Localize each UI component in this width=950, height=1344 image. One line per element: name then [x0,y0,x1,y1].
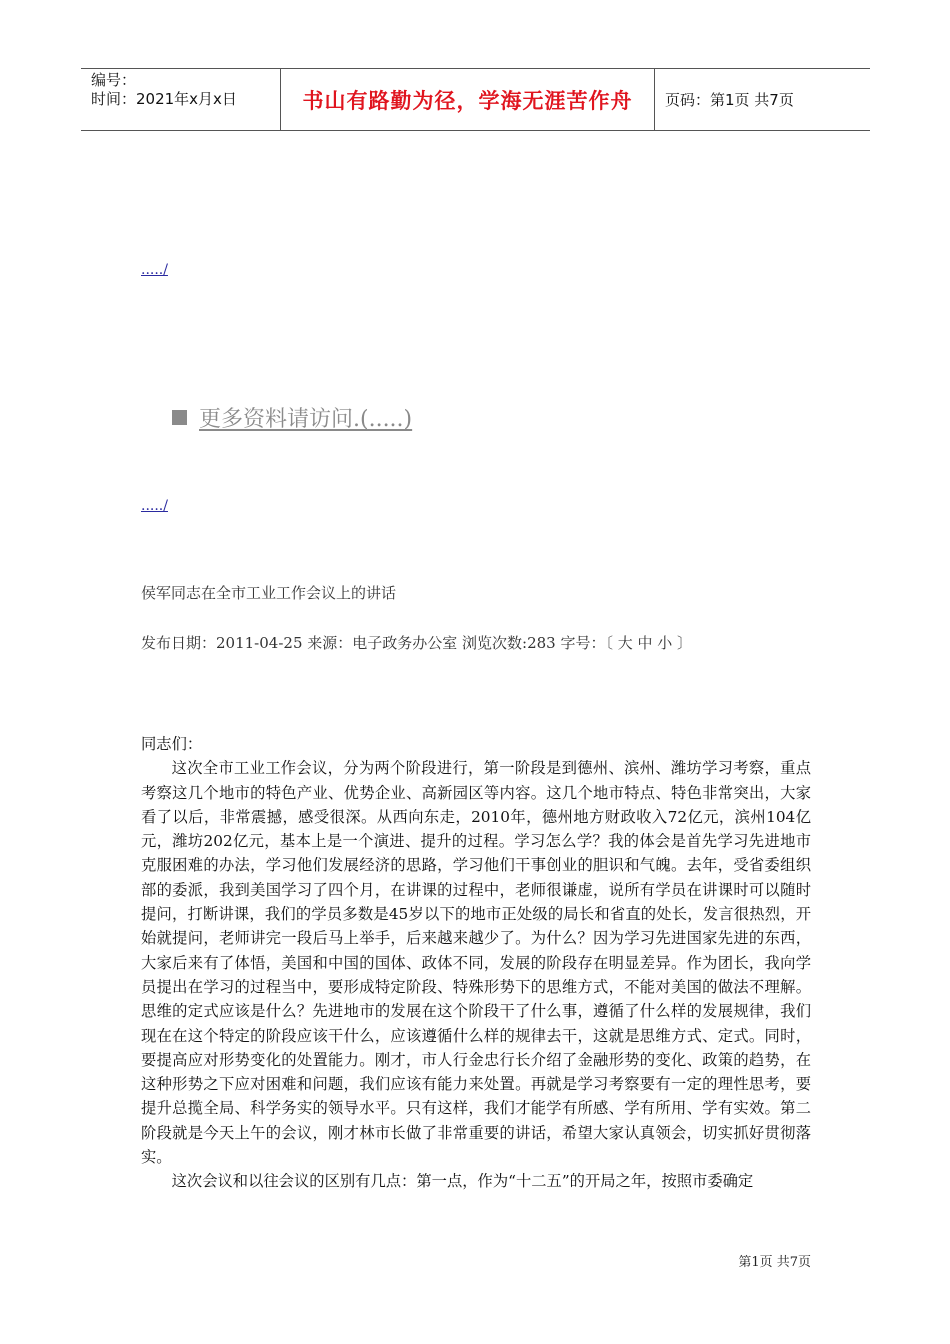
greeting: 同志们： [141,735,203,753]
number-label: 编号： [91,71,137,89]
header-left-cell [81,69,281,130]
time-label: 时间：2021年x月x日 [91,90,237,108]
header-table [81,68,870,131]
footer-page-number: 第1页 共7页 [738,1255,811,1270]
page-info: 页码：第1页 共7页 [665,91,794,109]
top-link[interactable]: ...../ [141,262,168,278]
article-meta: 发布日期：2011-04-25 来源：电子政务办公室 浏览次数:283 字号：〔 大 中 小 〕 [141,634,693,652]
paragraph-1: 这次全市工业工作会议，分为两个阶段进行，第一阶段是到德州、滨州、潍坊学习考察，重点考察这几个地市的特色产业、优势企业、高新园区等内容。这几个地市特点、特色非常突出，大家看了以后，非常震撼，感受很深。从西向东走，2010年，德州地方财政收入72亿元，滨州104亿元，潍坊202亿元，基本上是一个演进、提升的过程。学习怎么学？我的体会是首先学习先进地市克服困难的办法，学习他们发展经济的思路，学习他们干事创业的胆识和气魄。去年，受省委组织部的委派，我到美国学习了四个月，在讲课的过程中，老师很谦虚，说所有学员在讲课时可以随时提问，打断讲课，我们的学员多数是45岁以下的地市正处级的局长和省直的处长，发言很热烈，开始就提问，老师讲完一段后马上举手，后来越来越少了。为什么？因为学习先进国家先进的东西，大家后来有了体悟，美国和中国的国体、政体不同，发展的阶段存在明显差异。作为团长，我向学员提出在学习的过程当中，要形成特定阶段、特殊形势下的思维方式，不能对美国的做法不理解。思维的定式应该是什么？先进地市的发展在这个阶段干了什么事，遵循了什么样的发展规律，我们现在在这个特定的阶段应该干什么，应该遵循什么样的规律去干，这就是思维方式、定式。同时，要提高应对形势变化的处置能力。刚才，市人行金忠行长介绍了金融形势的变化、政策的趋势，在这种形势之下应对困难和问题，我们应该有能力来处置。再就是学习考察要有一定的理性思考，要提升总揽全局、科学务实的领导水平。只有这样，我们才能学有所感、学有所用、学有实效。第二阶段就是今天上午的会议，刚才林市长做了非常重要的讲话，希望大家认真领会，切实抓好贯彻落实。 [141,759,811,1167]
more-info-text[interactable]: 更多资料请访问.(.....) [199,407,413,432]
motto-text: 书山有路勤为径，学海无涯苦作舟 [302,88,633,113]
article-title: 侯军同志在全市工业工作会议上的讲话 [141,584,397,602]
square-bullet-icon [172,410,187,425]
article-body [141,732,811,1194]
paragraph-2: 这次会议和以往会议的区别有几点：第一点，作为“十二五”的开局之年，按照市委确定 [171,1172,754,1191]
more-info-link[interactable] [172,402,412,433]
second-link[interactable]: ...../ [141,498,168,514]
header-motto-cell [281,69,655,130]
header-page-cell [655,69,870,130]
